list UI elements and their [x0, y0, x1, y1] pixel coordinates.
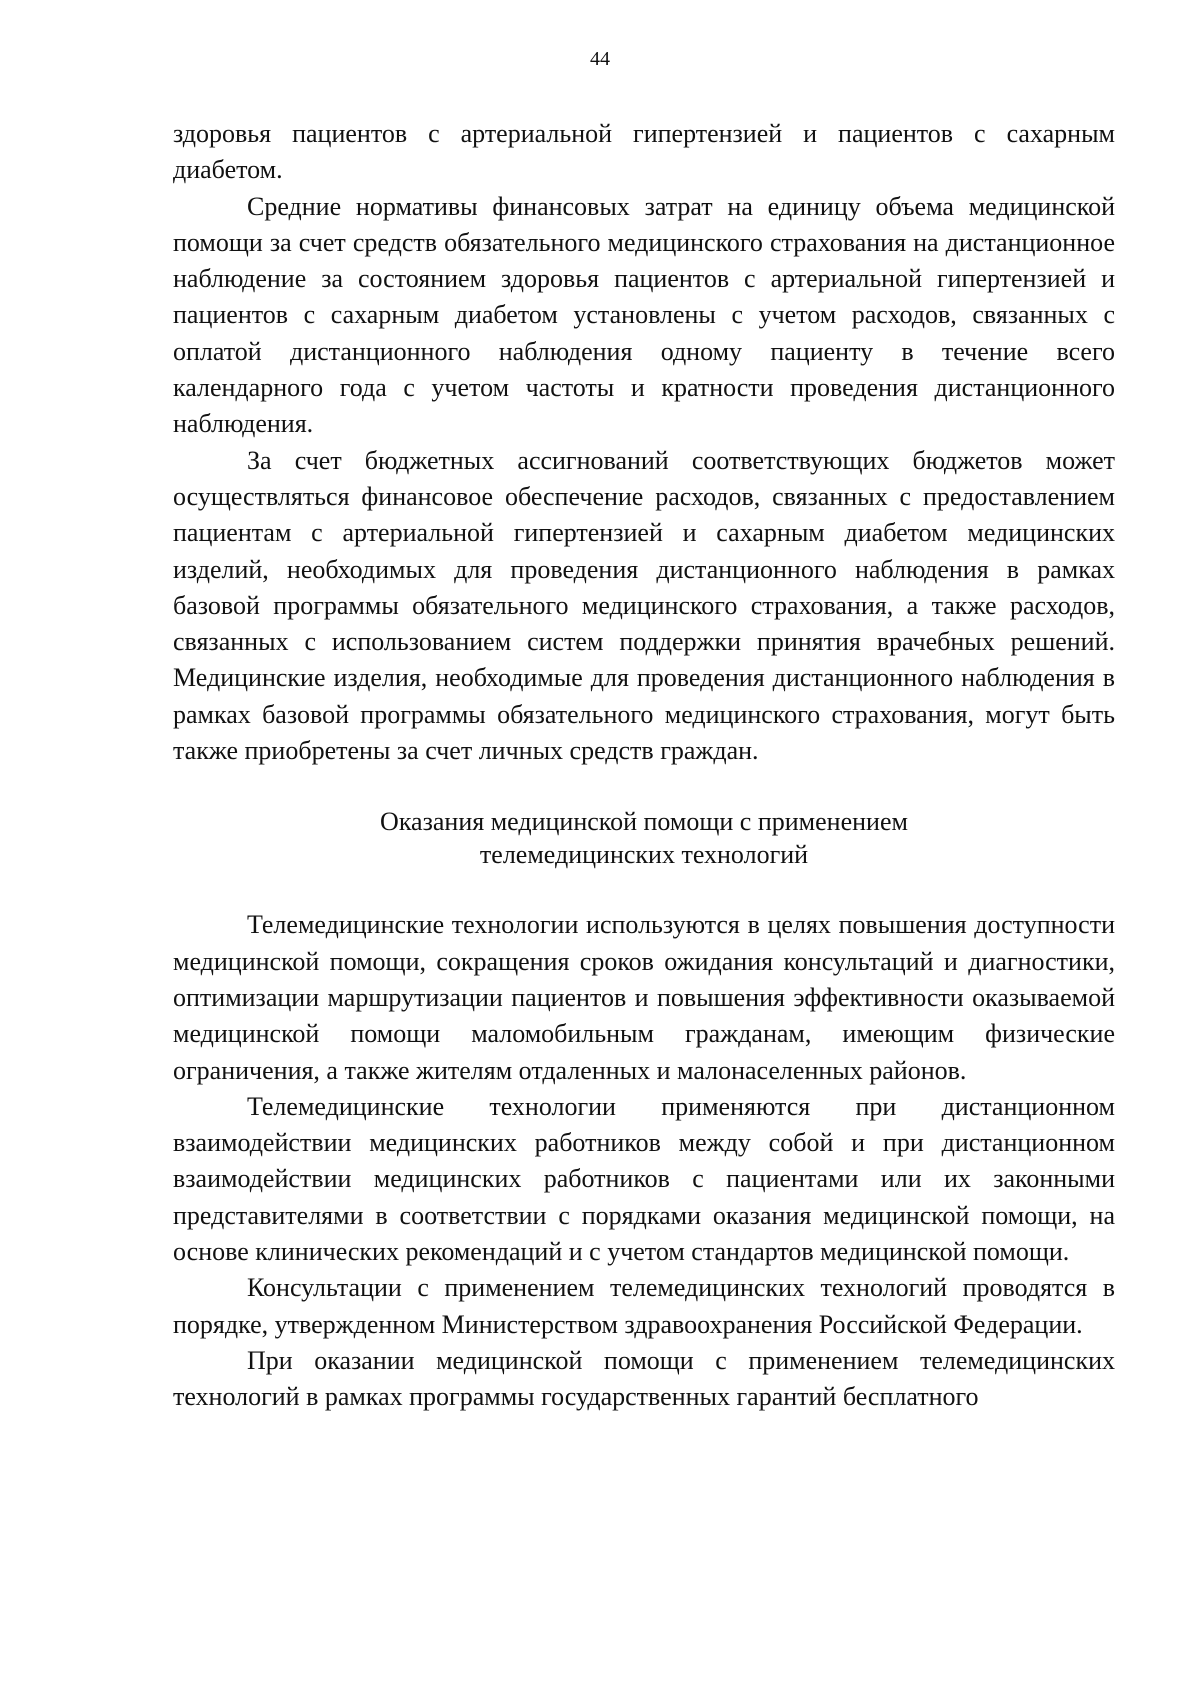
paragraph-telemedicine-application: Телемедицинские технологии применяются при дистанционном взаимодействии медицинских работников между собой и при дистанционном взаимодействии медицинских работников с пациентами или их законными представителями в соответствии с порядками оказания медицинской помощи, на основе клинических рекомендаций и с учетом стандартов медицинской помощи. [173, 1091, 1115, 1267]
page-number: 44 [590, 48, 610, 70]
section-heading-line-1: Оказания медицинской помощи с применением [380, 807, 908, 837]
paragraph-telemedicine-purpose: Телемедицинские технологии используются в целях повышения доступности медицинской помощи, сокращения сроков ожидания консультаций и диагностики, оптимизации маршрутизации пациентов и повышения эффективности оказываемой медицинской помощи маломобильным гражданам, имеющим физические ограничения, а также жителям отдаленных и малонаселенных районов. [173, 910, 1115, 1085]
section-heading-line-2: телемедицинских технологий [479, 840, 809, 870]
paragraph-consultations: Консультации с применением телемедицинских технологий проводятся в порядке, утвержденном Министерством здравоохранения Российской Федерации. [173, 1273, 1115, 1339]
document-body [173, 116, 1115, 1416]
paragraph-continuation: здоровья пациентов с артериальной гипертензией и пациентов с сахарным диабетом. [173, 119, 1115, 185]
paragraph-program-guarantees: При оказании медицинской помощи с применением телемедицинских технологий в рамках программы государственных гарантий бесплатного [173, 1345, 1115, 1412]
section-heading [173, 805, 1115, 871]
paragraph-budget-allocations: За счет бюджетных ассигнований соответствующих бюджетов может осуществляться финансовое обеспечение расходов, связанных с предоставлением пациентам с артериальной гипертензией и сахарным диабетом медицинских изделий, необходимых для проведения дистанционного наблюдения в рамках базовой программы обязательного медицинского страхования, а также расходов, связанных с использованием систем поддержки принятия врачебных решений. Медицинские изделия, необходимые для проведения дистанционного наблюдения в рамках базовой программы обязательного медицинского страхования, могут быть также приобретены за счет личных средств граждан. [173, 445, 1115, 766]
paragraph-financial-standards: Средние нормативы финансовых затрат на единицу объема медицинской помощи за счет средств обязательного медицинского страхования на дистанционное наблюдение за состоянием здоровья пациентов с артериальной гипертензией и пациентов с сахарным диабетом установлены с учетом расходов, связанных с оплатой дистанционного наблюдения одному пациенту в течение всего календарного года с учетом частоты и кратности проведения дистанционного наблюдения. [173, 191, 1115, 439]
